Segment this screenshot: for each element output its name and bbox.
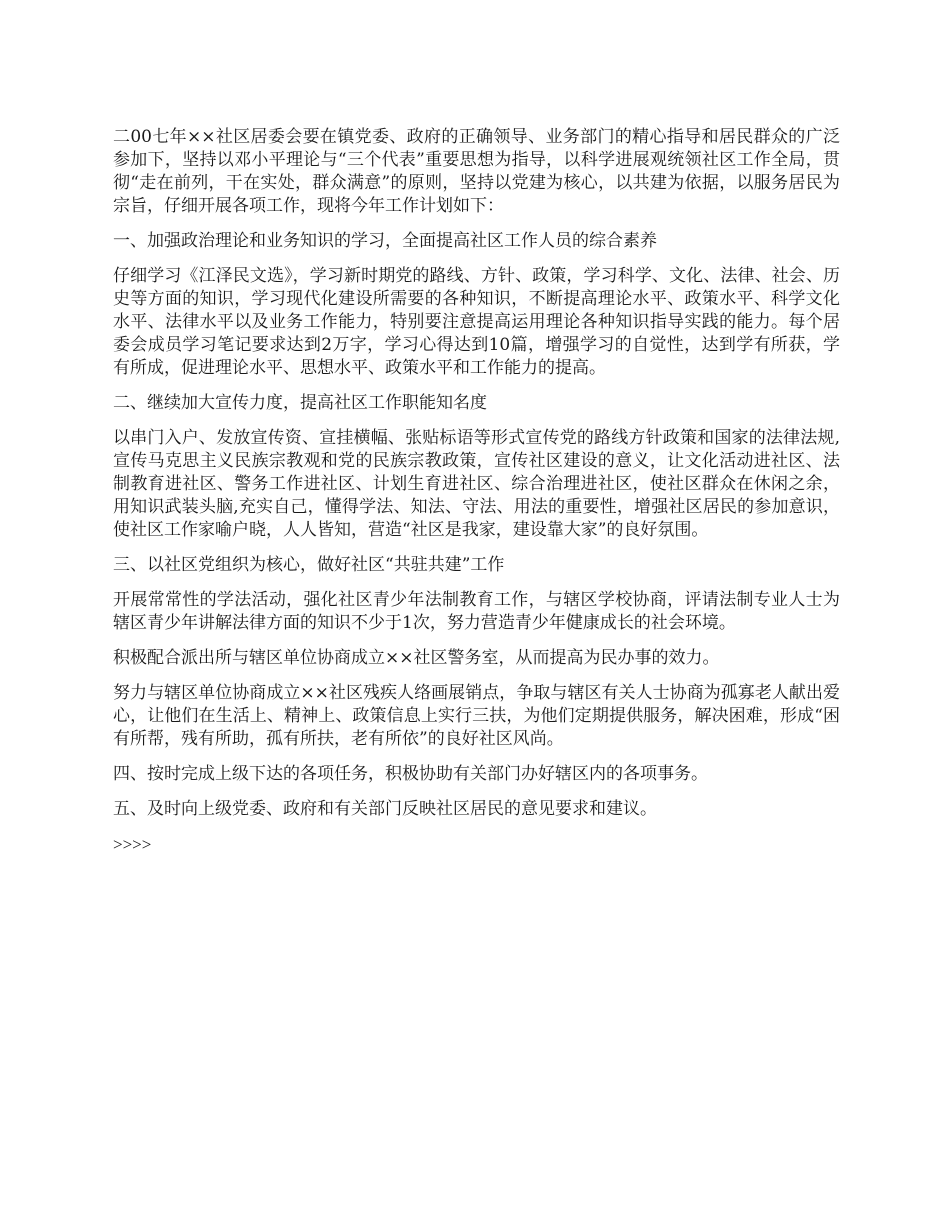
- section-1-heading: 一、加强政治理论和业务知识的学习，全面提高社区工作人员的综合素养: [113, 231, 657, 251]
- document-page: [113, 126, 840, 856]
- section-5-heading: 五、及时向上级党委、政府和有关部门反映社区居民的意见要求和建议。: [113, 799, 657, 819]
- section-4-heading: 四、按时完成上级下达的各项任务，积极协助有关部门办好辖区内的各项事务。: [113, 764, 708, 784]
- section-3-heading: 三、以社区党组织为核心，做好社区“共驻共建”工作: [113, 555, 505, 575]
- section-3-body-2: 积极配合派出所与辖区单位协商成立××社区警务室，从而提高为民办事的效力。: [113, 648, 720, 668]
- section-1-body: 仔细学习《江泽民文选》，学习新时期党的路线、方针、政策，学习科学、文化、法律、社会、历史等方面的知识，学习现代化建设所需要的各种知识，不断提高理论水平、政策水平、科学文化水平、法律水平以及业务工作能力，特别要注意提高运用理论各种知识指导实践的能力。每个居委会成员学习笔记要求达到2万字，学习心得达到10篇，增强学习的自觉性，达到学有所获，学有所成，促进理论水平、思想水平、政策水平和工作能力的提高。: [113, 266, 840, 378]
- section-2-heading: 二、继续加大宣传力度，提高社区工作职能知名度: [113, 393, 487, 413]
- section-2-body: 以串门入户、发放宣传资、宣挂横幅、张贴标语等形式宣传党的路线方针政策和国家的法律法规,宣传马克思主义民族宗教观和党的民族宗教政策，宣传社区建设的意义，让文化活动进社区、法制教育进社区、警务工作进社区、计划生育进社区、综合治理进社区，使社区群众在休闲之余，用知识武装头脑,充实自己，懂得学法、知法、守法、用法的重要性，增强社区居民的参加意识，使社区工作家喻户晓，人人皆知，营造“社区是我家，建设靠大家”的良好氛围。: [113, 428, 840, 540]
- intro-paragraph: 二00七年××社区居委会要在镇党委、政府的正确领导、业务部门的精心指导和居民群众的广泛参加下，坚持以邓小平理论与“三个代表”重要思想为指导，以科学进展观统领社区工作全局，贯彻“走在前列，干在实处，群众满意”的原则，坚持以党建为核心，以共建为依据，以服务居民为宗旨，仔细开展各项工作，现将今年工作计划如下：: [113, 127, 840, 216]
- section-3-body-3: 努力与辖区单位协商成立××社区残疾人络画展销点，争取与辖区有关人士协商为孤寡老人献出爱心，让他们在生活上、精神上、政策信息上实行三扶，为他们定期提供服务，解决困难，形成“困有所帮，残有所助，孤有所扶，老有所依”的良好社区风尚。: [113, 683, 840, 749]
- end-mark: >>>>: [113, 835, 152, 854]
- section-3-body-1: 开展常常性的学法活动，强化社区青少年法制教育工作，与辖区学校协商，评请法制专业人士为辖区青少年讲解法律方面的知识不少于1次，努力营造青少年健康成长的社会环境。: [113, 590, 840, 633]
